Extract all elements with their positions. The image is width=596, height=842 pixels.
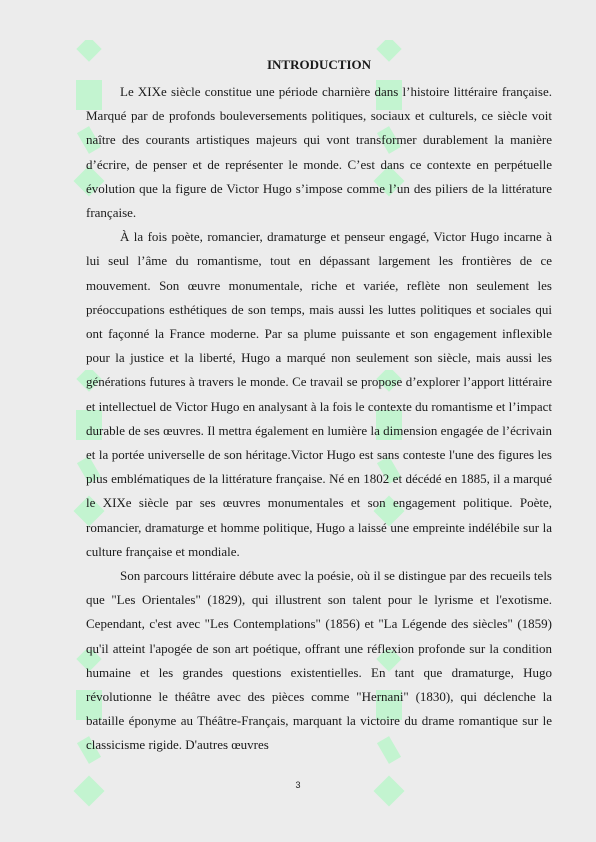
paragraph: À la fois poète, romancier, dramaturge et penseur engagé, Victor Hugo incarne à lui seul l’âme du romantisme, tout en dépassant largement les frontières de ce mouvement. Son œuvre monumentale, riche et variée, reflète non seulement les préoccupations esthétiques de son temps, mais aussi les luttes politiques et sociales qui ont façonné la France moderne. Par sa plume puissante et son engagement inflexible pour la justice et la liberté, Hugo a marqué non seulement son siècle, mais aussi les générations futures à travers le monde. Ce travail se propose d’explorer l’apport littéraire et intellectuel de Victor Hugo en analysant à la fois le contexte du romantisme et l’impact durable de ses œuvres. Il mettra également en lumière la dimension engagée de l’écrivain et la portée universelle de son héritage.Victor Hugo est sans conteste l'une des figures les plus emblématiques de la littérature française. Né en 1802 et décédé en 1885, il a marqué le XIXe siècle par ses œuvres monumentales et son engagement politique. Poète, romancier, dramaturge et homme politique, Hugo a laissé une empreinte indélébile sur la culture française et mondiale. <box>86 229 552 559</box>
page-title: INTRODUCTION <box>266 57 371 72</box>
document-body <box>86 56 552 758</box>
paragraph: Son parcours littéraire débute avec la poésie, où il se distingue par des recueils tels que "Les Orientales" (1829), qui illustrent son talent pour le lyrisme et l'exotisme. Cependant, c'est avec "Les Contemplations" (1856) et "La Légende des siècles" (1859) qu'il atteint l'apogée de son art poétique, offrant une réflexion profonde sur la condition humaine et les grandes questions existentielles. En tant que dramaturge, Hugo révolutionne le théâtre avec des pièces comme "Hernani" (1830), qui déclenche la bataille éponyme au Théâtre-Français, marquant la victoire du drame romantique sur le classicisme rigide. D'autres œuvres <box>86 568 552 753</box>
page-number: 3 <box>295 780 301 790</box>
paragraph: Le XIXe siècle constitue une période charnière dans l’histoire littéraire française. Marqué par de profonds bouleversements politiques, sociaux et culturels, ce siècle voit naître des courants artistiques majeurs qui vont transformer durablement la manière d’écrire, de penser et de représenter le monde. C’est dans ce contexte en perpétuelle évolution que la figure de Victor Hugo s’impose comme l’un des piliers de la littérature française. <box>86 84 552 221</box>
